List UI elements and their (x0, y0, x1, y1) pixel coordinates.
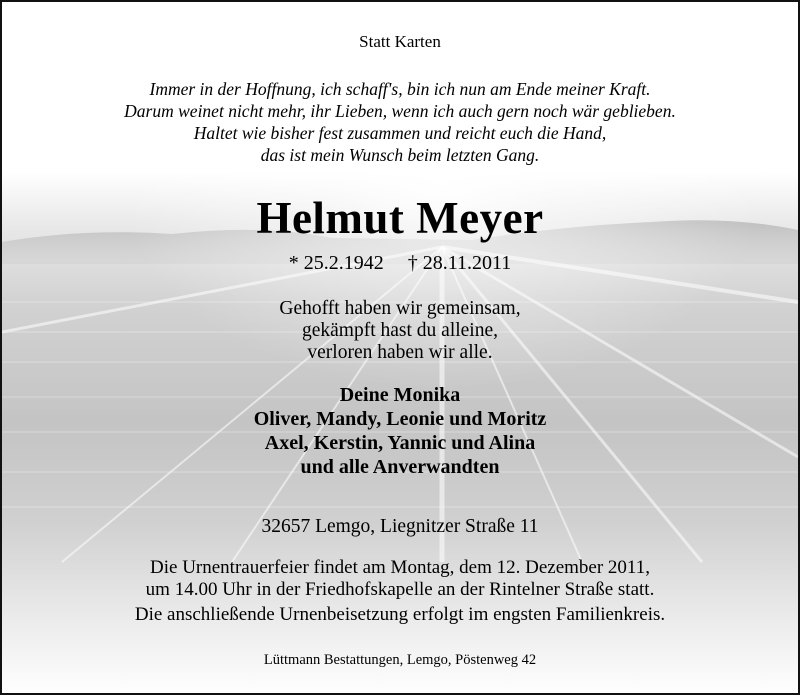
verse-line: Gehofft haben wir gemeinsam, (279, 298, 521, 319)
verse-line: gekämpft hast du alleine, (301, 320, 499, 341)
family-line: Deine Monika (339, 384, 461, 406)
deceased-name: Helmut Meyer (256, 193, 544, 243)
poem-line: Immer in der Hoffnung, ich schaff's, bin ich nun am Ende meiner Kraft. (149, 79, 651, 99)
poem-line: Darum weinet nicht mehr, ihr Lieben, wenn ich auch gern noch wär geblieben. (124, 101, 676, 121)
verse-line: verloren haben wir alle. (307, 342, 493, 363)
birth-date: * 25.2.1942 (288, 252, 384, 274)
ceremony-details (2, 557, 798, 626)
ceremony-line: Die Urnentrauerfeier findet am Montag, dem 12. Dezember 2011, (150, 557, 650, 578)
death-date: † 28.11.2011 (407, 252, 512, 274)
memorial-poem (2, 78, 798, 166)
family-line: und alle Anverwandten (300, 456, 500, 478)
ceremony-line: um 14.00 Uhr in der Friedhofskapelle an der Rintelner Straße statt. (145, 579, 655, 600)
header-statt-karten: Statt Karten (359, 32, 441, 51)
family-line: Axel, Kerstin, Yannic und Alina (264, 432, 536, 454)
mourning-family (2, 383, 798, 479)
funeral-home-credit: Lüttmann Bestattungen, Lemgo, Pöstenweg 42 (263, 652, 537, 668)
poem-line: das ist mein Wunsch beim letzten Gang. (260, 145, 540, 165)
family-address: 32657 Lemgo, Liegnitzer Straße 11 (261, 516, 539, 537)
life-dates (2, 252, 798, 275)
poem-line: Haltet wie bisher fest zusammen und reicht euch die Hand, (193, 123, 607, 143)
family-line: Oliver, Mandy, Leonie und Moritz (253, 408, 547, 430)
farewell-verse (2, 298, 798, 364)
burial-note: Die anschließende Urnenbeisetzung erfolgt im engsten Familienkreis. (134, 604, 666, 625)
